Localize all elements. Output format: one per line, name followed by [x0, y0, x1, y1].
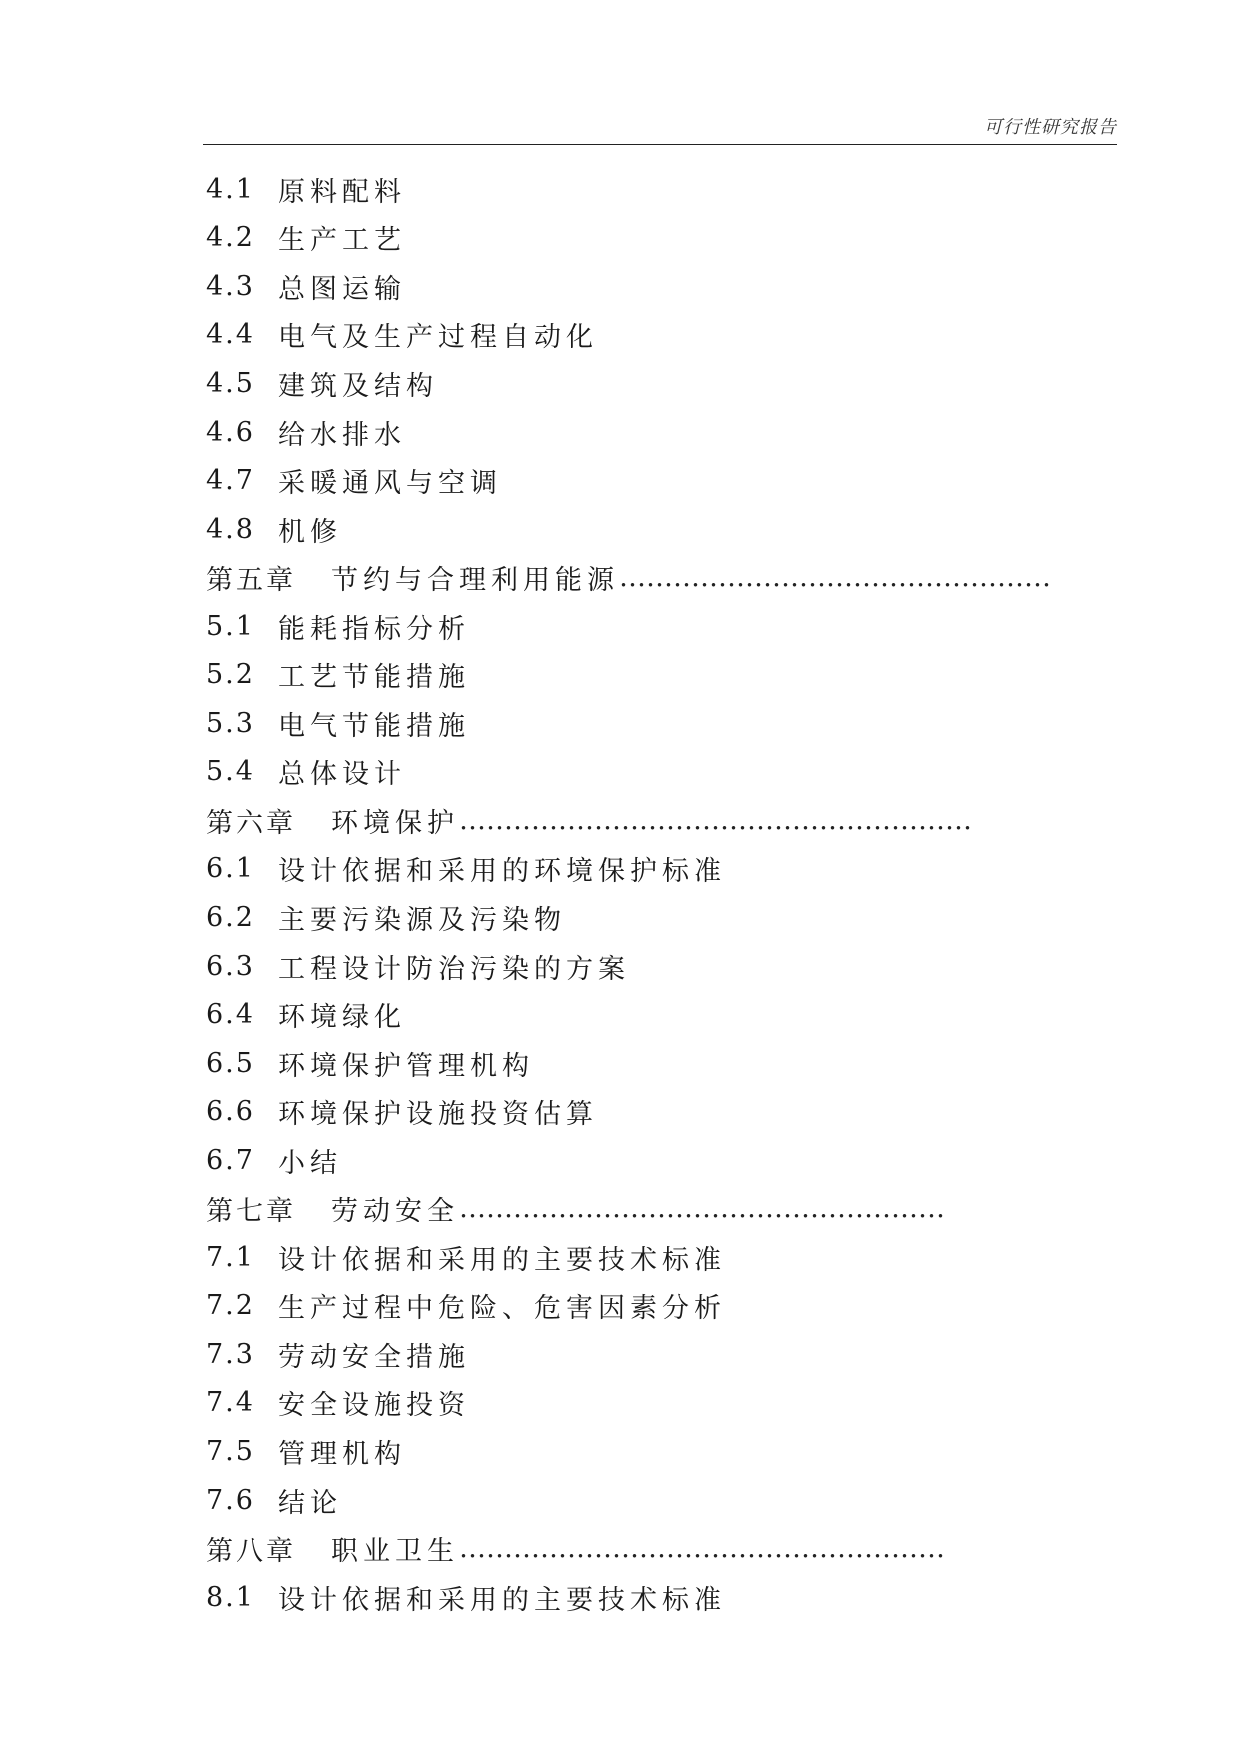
- section-title: 电气及生产过程自动化: [278, 322, 598, 354]
- chapter-label: 第五章: [206, 565, 296, 597]
- dot-leader: ………………………………………………: [459, 1533, 945, 1565]
- section-title: 机修: [278, 516, 342, 548]
- toc-section-row: [206, 505, 1106, 554]
- section-number: 6.6: [206, 1096, 255, 1128]
- toc-chapter-row: [206, 553, 1106, 602]
- section-title: 生产工艺: [278, 225, 406, 257]
- section-number: 6.5: [206, 1047, 255, 1079]
- toc-section-row: [206, 359, 1106, 408]
- section-number: 6.7: [206, 1144, 255, 1176]
- section-title: 管理机构: [278, 1438, 406, 1470]
- section-number: 4.7: [206, 465, 255, 497]
- toc-section-row: [206, 165, 1106, 214]
- chapter-label: 第八章: [206, 1536, 296, 1568]
- toc-section-row: [206, 602, 1106, 651]
- section-number: 7.5: [206, 1435, 255, 1467]
- toc-section-row: [206, 1136, 1106, 1185]
- toc-section-row: [206, 1039, 1106, 1088]
- toc-section-row: [206, 1087, 1106, 1136]
- toc-chapter-row: [206, 1524, 1106, 1573]
- section-title: 总体设计: [278, 759, 406, 791]
- section-title: 能耗指标分析: [278, 613, 470, 645]
- section-title: 安全设施投资: [278, 1390, 470, 1422]
- dot-leader: …………………………………………: [619, 562, 1051, 594]
- section-number: 4.5: [206, 367, 255, 399]
- section-number: 6.3: [206, 950, 255, 982]
- section-number: 4.3: [206, 270, 255, 302]
- section-number: 6.2: [206, 901, 255, 933]
- section-title: 电气节能措施: [278, 710, 470, 742]
- toc-section-row: [206, 1427, 1106, 1476]
- section-title: 小结: [278, 1147, 342, 1179]
- toc-section-row: [206, 456, 1106, 505]
- section-title: 设计依据和采用的主要技术标准: [278, 1584, 726, 1616]
- section-number: 4.2: [206, 222, 255, 254]
- toc-section-row: [206, 1476, 1106, 1525]
- section-title: 生产过程中危险、危害因素分析: [278, 1293, 726, 1325]
- section-title: 设计依据和采用的环境保护标准: [278, 856, 726, 888]
- toc-section-row: [206, 699, 1106, 748]
- toc-chapter-row: [206, 796, 1106, 845]
- toc-section-row: [206, 748, 1106, 797]
- toc-section-row: [206, 1330, 1106, 1379]
- section-number: 4.4: [206, 319, 255, 351]
- chapter-title: 环境保护: [331, 807, 459, 839]
- toc-section-row: [206, 845, 1106, 894]
- section-number: 7.3: [206, 1338, 255, 1370]
- section-title: 环境保护管理机构: [278, 1050, 534, 1082]
- toc-section-row: [206, 1573, 1106, 1622]
- section-title: 工程设计防治污染的方案: [278, 953, 630, 985]
- section-number: 4.8: [206, 513, 255, 545]
- toc-section-row: [206, 990, 1106, 1039]
- toc-section-row: [206, 942, 1106, 991]
- chapter-label: 第六章: [206, 807, 296, 839]
- section-number: 7.4: [206, 1387, 255, 1419]
- section-title: 主要污染源及污染物: [278, 904, 566, 936]
- section-title: 结论: [278, 1487, 342, 1519]
- toc-section-row: [206, 893, 1106, 942]
- section-number: 7.2: [206, 1290, 255, 1322]
- chapter-title: 劳动安全: [331, 1196, 459, 1228]
- toc-section-row: [206, 1233, 1106, 1282]
- section-number: 5.4: [206, 756, 255, 788]
- section-number: 8.1: [206, 1581, 255, 1613]
- section-title: 工艺节能措施: [278, 662, 470, 694]
- section-title: 采暖通风与空调: [278, 468, 502, 500]
- header-title: 可行性研究报告: [984, 117, 1117, 138]
- section-number: 4.6: [206, 416, 255, 448]
- section-number: 6.1: [206, 853, 255, 885]
- section-number: 6.4: [206, 999, 255, 1031]
- toc-chapter-row: [206, 1184, 1106, 1233]
- page-header: [203, 114, 1117, 145]
- toc-section-row: [206, 1379, 1106, 1428]
- toc-section-row: [206, 408, 1106, 457]
- section-number: 5.2: [206, 659, 255, 691]
- toc-section-row: [206, 262, 1106, 311]
- section-title: 劳动安全措施: [278, 1341, 470, 1373]
- section-number: 7.6: [206, 1484, 255, 1516]
- section-title: 环境绿化: [278, 1002, 406, 1034]
- toc-section-row: [206, 311, 1106, 360]
- chapter-title: 职业卫生: [331, 1536, 459, 1568]
- section-title: 环境保护设施投资估算: [278, 1099, 598, 1131]
- toc-section-row: [206, 214, 1106, 263]
- section-number: 5.1: [206, 610, 255, 642]
- chapter-title: 节约与合理利用能源: [331, 565, 619, 597]
- section-title: 总图运输: [278, 273, 406, 305]
- section-number: 4.1: [206, 173, 255, 205]
- section-title: 原料配料: [278, 176, 406, 208]
- table-of-contents: [206, 165, 1106, 1621]
- toc-section-row: [206, 1282, 1106, 1331]
- section-number: 7.1: [206, 1241, 255, 1273]
- section-number: 5.3: [206, 707, 255, 739]
- section-title: 建筑及结构: [278, 370, 438, 402]
- dot-leader: ………………………………………………: [459, 1193, 945, 1225]
- chapter-label: 第七章: [206, 1196, 296, 1228]
- dot-leader: …………………………………………………: [459, 804, 972, 836]
- section-title: 设计依据和采用的主要技术标准: [278, 1244, 726, 1276]
- section-title: 给水排水: [278, 419, 406, 451]
- toc-section-row: [206, 650, 1106, 699]
